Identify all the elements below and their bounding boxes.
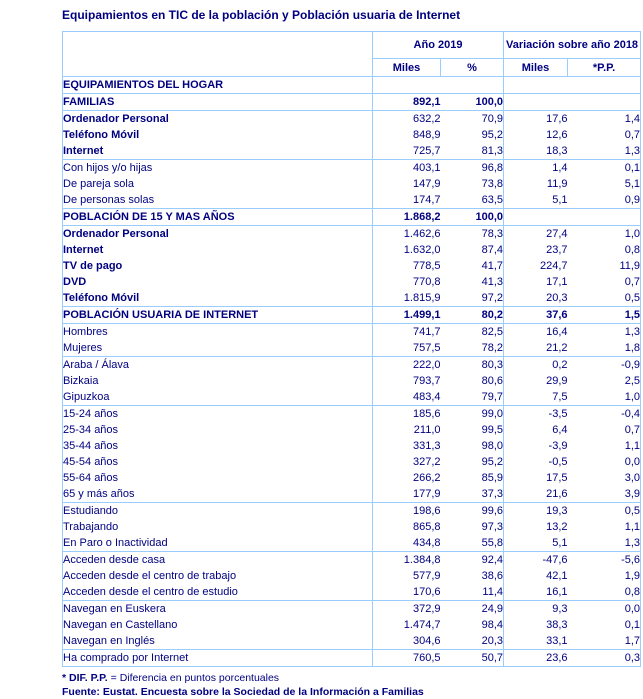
cell-miles-2019: 266,2	[373, 470, 441, 486]
cell-miles-var: 20,3	[504, 290, 568, 307]
table-row	[63, 535, 641, 552]
cell-miles-var: 5,1	[504, 192, 568, 209]
cell-pp-var: 0,5	[624, 292, 641, 304]
cell-pct-2019: 85,9	[481, 472, 504, 484]
cell-pp-var: 0,3	[568, 650, 641, 667]
cell-pct-2019: 99,5	[481, 424, 504, 436]
cell-miles-var: 23,6	[504, 650, 568, 667]
row-label: Con hijos y/o hijas	[63, 160, 373, 177]
cell-pp-var: 1,1	[624, 440, 641, 452]
cell-pp-var: 1,0	[568, 226, 641, 243]
row-label: POBLACIÓN DE 15 Y MAS AÑOS	[63, 209, 373, 226]
corner-cell	[63, 32, 373, 77]
table-row	[63, 617, 641, 633]
cell-miles-2019: 741,7	[373, 324, 441, 341]
cell-miles-2019: 1.815,9	[373, 290, 441, 307]
cell-pp-var: 0,1	[624, 619, 641, 631]
cell-miles-var: 21,2	[504, 340, 568, 357]
cell-pct-2019: 79,7	[481, 391, 504, 403]
row-label: Ordenador Personal	[63, 226, 373, 243]
col-header-pct-2019: %	[441, 59, 504, 77]
cell-miles-2019: 331,3	[373, 438, 441, 454]
row-label: En Paro o Inactividad	[63, 537, 168, 549]
tic-statistics-table	[62, 31, 641, 667]
row-label: 45-54 años	[63, 456, 119, 468]
cell-miles-2019: 372,9	[373, 601, 441, 618]
cell-miles-var	[504, 94, 568, 111]
cell-pct-2019: 81,3	[481, 145, 504, 157]
cell-pp-var: 1,9	[624, 570, 641, 582]
row-label: Bizkaia	[63, 375, 99, 387]
col-group-ano-2019: Año 2019	[373, 32, 504, 59]
table-body	[63, 77, 641, 667]
table-row	[63, 503, 641, 520]
cell-miles-var: 0,2	[504, 357, 568, 374]
table-row	[63, 568, 641, 584]
cell-miles-2019: 177,9	[373, 486, 441, 503]
cell-miles-var	[504, 77, 568, 94]
cell-pct-2019: 95,2	[481, 456, 504, 468]
cell-pct-2019: 82,5	[441, 324, 504, 341]
cell-pct-2019: 37,3	[481, 488, 504, 500]
col-group-variacion-2018: Variación sobre año 2018	[504, 32, 641, 59]
cell-miles-2019: 147,9	[373, 176, 441, 192]
cell-miles-var: -3,5	[504, 406, 568, 423]
row-label: De personas solas	[63, 194, 155, 206]
table-row	[63, 307, 641, 324]
cell-pct-2019: 11,4	[482, 586, 504, 598]
cell-miles-2019: 725,7	[373, 143, 441, 160]
cell-miles-var: 9,3	[504, 601, 568, 618]
table-row	[63, 389, 641, 406]
cell-pct-2019: 41,3	[481, 276, 504, 288]
cell-miles-var: 19,3	[504, 503, 568, 520]
table-row	[63, 111, 641, 128]
cell-miles-2019: 1.868,2	[373, 209, 441, 226]
row-label: Teléfono Móvil	[63, 129, 140, 141]
cell-pp-var: 3,0	[624, 472, 641, 484]
cell-miles-var: -47,6	[504, 552, 568, 569]
cell-miles-var: -3,9	[504, 438, 568, 454]
cell-pct-2019: 50,7	[441, 650, 504, 667]
row-label: Teléfono Móvil	[63, 292, 140, 304]
cell-miles-2019: 327,2	[373, 454, 441, 470]
cell-miles-var: 33,1	[504, 633, 568, 650]
table-row	[63, 176, 641, 192]
cell-miles-var: 38,3	[504, 617, 568, 633]
cell-miles-var: 17,1	[504, 274, 568, 290]
cell-pp-var	[568, 77, 641, 94]
cell-pct-2019: 80,6	[481, 375, 504, 387]
table-row	[63, 486, 641, 503]
cell-pct-2019: 100,0	[441, 94, 504, 111]
table-row	[63, 94, 641, 111]
table-row	[63, 242, 641, 258]
cell-miles-var: 27,4	[504, 226, 568, 243]
row-label: Araba / Álava	[63, 357, 373, 374]
cell-miles-2019: 211,0	[373, 422, 441, 438]
table-row	[63, 406, 641, 423]
cell-pp-var: 11,9	[619, 260, 641, 272]
cell-pp-var: 0,8	[624, 244, 641, 256]
row-label: De pareja sola	[63, 178, 134, 190]
table-header	[63, 32, 641, 77]
cell-pct-2019: 95,2	[481, 129, 504, 141]
row-label: DVD	[63, 276, 87, 288]
cell-pct-2019: 96,8	[441, 160, 504, 177]
footnote-dif-text: = Diferencia en puntos porcentuales	[110, 672, 280, 684]
table-row	[63, 519, 641, 535]
cell-miles-var: 23,7	[504, 242, 568, 258]
cell-miles-2019: 778,5	[373, 258, 441, 274]
row-label: 35-44 años	[63, 440, 119, 452]
table-row	[63, 127, 641, 143]
cell-pct-2019	[441, 77, 504, 94]
cell-pct-2019: 98,4	[481, 619, 504, 631]
table-row	[63, 438, 641, 454]
row-label: Trabajando	[63, 521, 119, 533]
table-row	[63, 422, 641, 438]
cell-miles-var	[504, 209, 568, 226]
table-row	[63, 552, 641, 569]
row-label: Gipuzkoa	[63, 391, 110, 403]
row-label: POBLACIÓN USUARIA DE INTERNET	[63, 307, 373, 324]
row-label: 55-64 años	[63, 472, 119, 484]
cell-pct-2019: 24,9	[441, 601, 504, 618]
cell-pp-var: 5,1	[624, 178, 641, 190]
cell-pp-var: 2,5	[624, 375, 641, 387]
cell-miles-2019: 865,8	[373, 519, 441, 535]
cell-miles-var: 6,4	[504, 422, 568, 438]
row-label: Internet	[63, 145, 104, 157]
cell-miles-var: 7,5	[504, 389, 568, 406]
footnote-dif	[62, 671, 643, 685]
cell-miles-2019: 760,5	[373, 650, 441, 667]
table-row	[63, 470, 641, 486]
cell-pct-2019: 100,0	[441, 209, 504, 226]
row-label: Acceden desde el centro de trabajo	[63, 570, 237, 582]
table-row	[63, 340, 641, 357]
cell-miles-2019: 848,9	[373, 127, 441, 143]
cell-pp-var: -0,9	[568, 357, 641, 374]
cell-pp-var: 0,0	[568, 601, 641, 618]
cell-miles-var: 37,6	[504, 307, 568, 324]
row-label: Navegan en Castellano	[63, 619, 178, 631]
cell-pp-var	[568, 94, 641, 111]
table-row	[63, 160, 641, 177]
col-header-miles-var: Miles	[504, 59, 568, 77]
cell-miles-2019: 1.632,0	[373, 242, 441, 258]
cell-miles-var: 16,1	[504, 584, 568, 601]
cell-miles-var: 12,6	[504, 127, 568, 143]
row-label: Navegan en Inglés	[63, 635, 155, 647]
cell-pp-var: 1,3	[624, 145, 641, 157]
cell-pct-2019: 78,3	[441, 226, 504, 243]
cell-pct-2019: 99,6	[441, 503, 504, 520]
cell-pp-var: 0,0	[624, 456, 641, 468]
cell-pp-var: 0,7	[624, 424, 641, 436]
table-row	[63, 373, 641, 389]
table-row	[63, 258, 641, 274]
cell-miles-2019: 577,9	[373, 568, 441, 584]
cell-pp-var: 1,1	[624, 521, 641, 533]
cell-pct-2019: 87,4	[481, 244, 504, 256]
cell-pct-2019: 98,0	[481, 440, 504, 452]
cell-miles-2019: 185,6	[373, 406, 441, 423]
cell-pp-var: 0,8	[624, 586, 641, 598]
cell-miles-var: 18,3	[504, 143, 568, 160]
table-row	[63, 274, 641, 290]
cell-pct-2019: 78,2	[481, 342, 504, 354]
cell-pct-2019: 92,4	[441, 552, 504, 569]
footnote-source: Fuente: Eustat. Encuesta sobre la Sociedad de la Información a Familias	[62, 686, 424, 698]
cell-miles-2019: 1.474,7	[373, 617, 441, 633]
cell-miles-2019: 793,7	[373, 373, 441, 389]
cell-miles-2019: 1.462,6	[373, 226, 441, 243]
cell-pp-var: 0,7	[624, 276, 641, 288]
cell-miles-var: 17,5	[504, 470, 568, 486]
column-group-row	[63, 32, 641, 59]
table-row	[63, 454, 641, 470]
row-label: 15-24 años	[63, 406, 373, 423]
cell-pct-2019: 20,3	[481, 635, 504, 647]
col-header-miles-2019: Miles	[373, 59, 441, 77]
cell-pp-var: 1,8	[624, 342, 641, 354]
cell-miles-2019: 434,8	[373, 535, 441, 552]
row-label: Ha comprado por Internet	[63, 650, 373, 667]
row-label: Hombres	[63, 324, 373, 341]
table-row	[63, 633, 641, 650]
row-label: Estudiando	[63, 503, 373, 520]
cell-miles-2019: 304,6	[373, 633, 441, 650]
row-label: TV de pago	[63, 260, 123, 272]
cell-miles-var: 16,4	[504, 324, 568, 341]
table-row	[63, 77, 641, 94]
table-row	[63, 209, 641, 226]
cell-miles-var: 21,6	[504, 486, 568, 503]
cell-pct-2019: 97,3	[481, 521, 504, 533]
cell-miles-var: 13,2	[504, 519, 568, 535]
cell-miles-var: 17,6	[504, 111, 568, 128]
cell-pct-2019: 41,7	[481, 260, 504, 272]
table-row	[63, 601, 641, 618]
table-row	[63, 143, 641, 160]
cell-pp-var: 1,0	[624, 391, 641, 403]
table-row	[63, 650, 641, 667]
cell-pct-2019: 73,8	[481, 178, 504, 190]
cell-miles-2019: 757,5	[373, 340, 441, 357]
row-label: Ordenador Personal	[63, 111, 373, 128]
cell-miles-2019: 770,8	[373, 274, 441, 290]
cell-pct-2019: 70,9	[441, 111, 504, 128]
row-label: 25-34 años	[63, 424, 119, 436]
cell-miles-var: 1,4	[504, 160, 568, 177]
cell-miles-2019: 198,6	[373, 503, 441, 520]
table-row	[63, 584, 641, 601]
cell-miles-2019: 170,6	[373, 584, 441, 601]
table-row	[63, 324, 641, 341]
cell-miles-var: -0,5	[504, 454, 568, 470]
table-row	[63, 357, 641, 374]
table-row	[63, 192, 641, 209]
footnote-dif-label: * DIF. P.P.	[62, 672, 108, 684]
cell-pct-2019: 63,5	[481, 194, 504, 206]
cell-pp-var: -5,6	[568, 552, 641, 569]
row-label: Mujeres	[63, 342, 103, 354]
cell-pp-var: 0,7	[624, 129, 641, 141]
cell-pp-var: 1,3	[624, 537, 641, 549]
cell-miles-2019: 222,0	[373, 357, 441, 374]
cell-pct-2019: 55,8	[481, 537, 504, 549]
cell-miles-var: 11,9	[504, 176, 568, 192]
cell-pp-var	[568, 209, 641, 226]
cell-miles-var: 29,9	[504, 373, 568, 389]
row-label: EQUIPAMIENTOS DEL HOGAR	[63, 79, 224, 91]
cell-miles-var: 224,7	[504, 258, 568, 274]
cell-pp-var: 1,7	[624, 635, 641, 647]
cell-miles-var: 5,1	[504, 535, 568, 552]
row-label: Acceden desde el centro de estudio	[63, 586, 238, 598]
row-label: Acceden desde casa	[63, 552, 373, 569]
cell-pp-var: 1,3	[568, 324, 641, 341]
page-title: Equipamientos en TIC de la población y Población usuaria de Internet	[62, 8, 461, 22]
cell-pct-2019: 99,0	[441, 406, 504, 423]
table-row	[63, 290, 641, 307]
cell-miles-2019: 632,2	[373, 111, 441, 128]
cell-pp-var: 1,4	[568, 111, 641, 128]
cell-miles-2019: 1.384,8	[373, 552, 441, 569]
cell-miles-2019: 403,1	[373, 160, 441, 177]
cell-pp-var: 0,5	[568, 503, 641, 520]
cell-pct-2019: 80,2	[441, 307, 504, 324]
cell-miles-2019: 1.499,1	[373, 307, 441, 324]
cell-miles-2019	[373, 77, 441, 94]
cell-miles-2019: 892,1	[373, 94, 441, 111]
row-label: FAMILIAS	[63, 94, 373, 111]
table-row	[63, 226, 641, 243]
cell-miles-2019: 174,7	[373, 192, 441, 209]
cell-pp-var: 0,9	[624, 194, 641, 206]
cell-pp-var: 0,1	[568, 160, 641, 177]
row-label: 65 y más años	[63, 488, 135, 500]
cell-pct-2019: 80,3	[441, 357, 504, 374]
cell-pct-2019: 97,2	[481, 292, 504, 304]
row-label: Internet	[63, 244, 104, 256]
cell-pp-var: 1,5	[568, 307, 641, 324]
cell-pct-2019: 38,6	[481, 570, 504, 582]
cell-miles-var: 42,1	[504, 568, 568, 584]
col-header-pp-var: *P.P.	[568, 59, 641, 77]
row-label: Navegan en Euskera	[63, 601, 373, 618]
footnotes	[62, 671, 643, 699]
cell-miles-2019: 483,4	[373, 389, 441, 406]
cell-pp-var: -0,4	[568, 406, 641, 423]
cell-pp-var: 3,9	[624, 488, 641, 500]
